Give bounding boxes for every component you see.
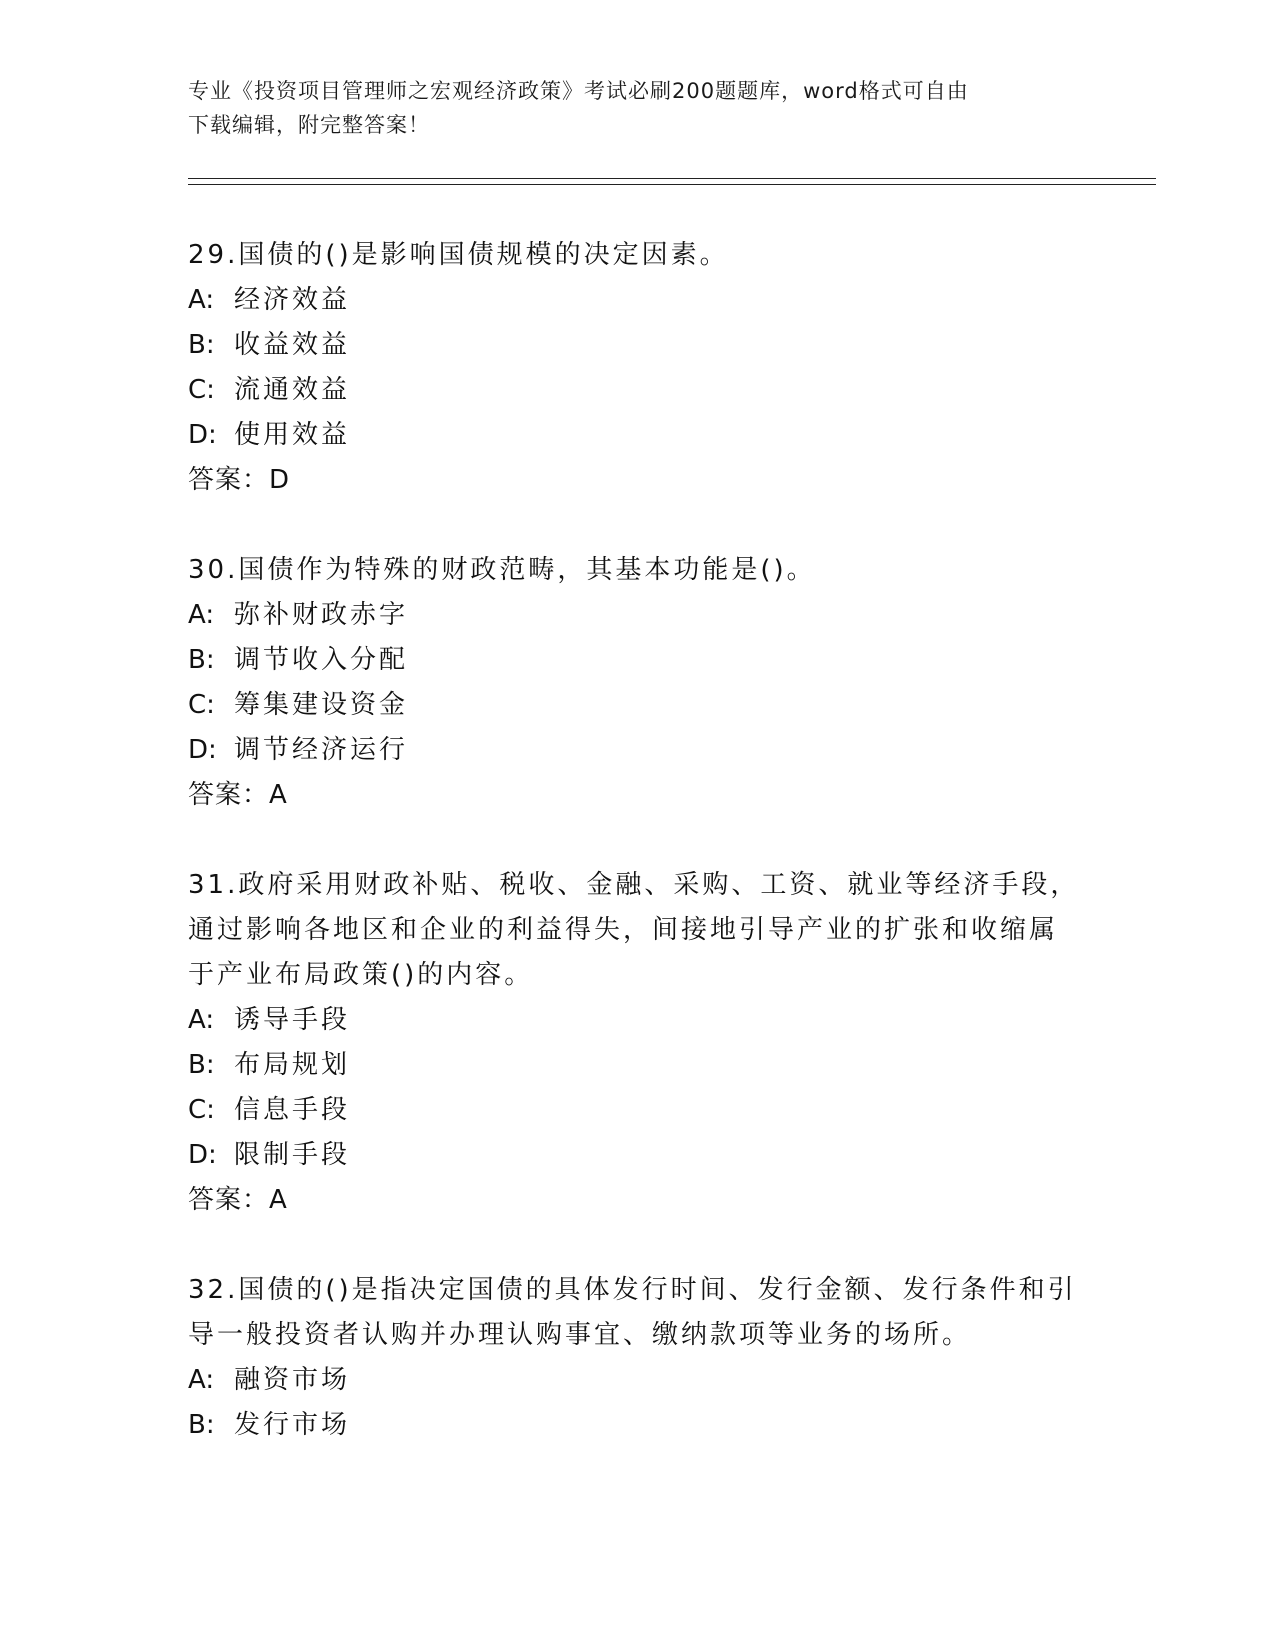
question-text-line: 于产业布局政策()的内容。 [188, 960, 534, 990]
option-text: 收益效益 [234, 330, 351, 360]
option-a [188, 278, 1088, 323]
option-letter: B: [188, 645, 215, 675]
option-b [188, 638, 1088, 683]
option-letter: A: [188, 600, 215, 630]
option-b [188, 1043, 1088, 1088]
option-letter: D: [188, 735, 217, 765]
option-letter: C: [188, 375, 215, 405]
option-c [188, 1088, 1088, 1133]
answer-text: 答案：A [188, 780, 288, 810]
option-d [188, 1133, 1088, 1178]
question-text-line: 导一般投资者认购并办理认购事宜、缴纳款项等业务的场所。 [188, 1320, 972, 1350]
option-text: 调节收入分配 [234, 645, 409, 675]
document-header [188, 74, 1068, 142]
option-letter: A: [188, 285, 215, 315]
option-text: 经济效益 [234, 285, 351, 315]
question-text-line: 31.政府采用财政补贴、税收、金融、采购、工资、就业等经济手段， [188, 870, 1080, 900]
option-text: 发行市场 [234, 1410, 351, 1440]
option-c [188, 368, 1088, 413]
option-a [188, 1358, 1088, 1403]
option-text: 融资市场 [234, 1365, 351, 1395]
option-text: 调节经济运行 [234, 735, 409, 765]
option-c [188, 683, 1088, 728]
option-letter: B: [188, 1410, 215, 1440]
option-letter: A: [188, 1005, 215, 1035]
header-line-1: 专业《投资项目管理师之宏观经济政策》考试必刷200题题库，word格式可自由 [188, 79, 969, 103]
option-letter: C: [188, 690, 215, 720]
option-a [188, 593, 1088, 638]
question-text-line: 通过影响各地区和企业的利益得失，间接地引导产业的扩张和收缩属 [188, 915, 1059, 945]
option-a [188, 998, 1088, 1043]
option-d [188, 728, 1088, 773]
question-29 [188, 233, 1088, 503]
option-text: 诱导手段 [234, 1005, 351, 1035]
option-text: 布局规划 [234, 1050, 351, 1080]
question-text-line: 32.国债的()是指决定国债的具体发行时间、发行金额、发行条件和引 [188, 1275, 1077, 1305]
header-divider-top [188, 178, 1156, 179]
option-text: 筹集建设资金 [234, 690, 409, 720]
question-text: 29.国债的()是影响国债规模的决定因素。 [188, 240, 729, 270]
option-text: 流通效益 [234, 375, 351, 405]
option-letter: C: [188, 1095, 215, 1125]
question-32 [188, 1268, 1088, 1448]
option-b [188, 323, 1088, 368]
option-text: 信息手段 [234, 1095, 351, 1125]
answer-text: 答案：A [188, 1185, 288, 1215]
header-line-2: 下载编辑，附完整答案！ [188, 113, 430, 137]
question-30 [188, 548, 1088, 818]
option-b [188, 1403, 1088, 1448]
question-31 [188, 863, 1088, 1223]
option-text: 限制手段 [234, 1140, 351, 1170]
question-text: 30.国债作为特殊的财政范畴，其基本功能是()。 [188, 555, 816, 585]
option-text: 使用效益 [234, 420, 351, 450]
option-letter: D: [188, 1140, 217, 1170]
option-d [188, 413, 1088, 458]
option-letter: D: [188, 420, 217, 450]
option-letter: B: [188, 330, 215, 360]
answer-text: 答案：D [188, 465, 291, 495]
option-letter: A: [188, 1365, 215, 1395]
header-divider-bottom [188, 184, 1156, 185]
option-letter: B: [188, 1050, 215, 1080]
question-list [188, 233, 1088, 1493]
option-text: 弥补财政赤字 [234, 600, 409, 630]
